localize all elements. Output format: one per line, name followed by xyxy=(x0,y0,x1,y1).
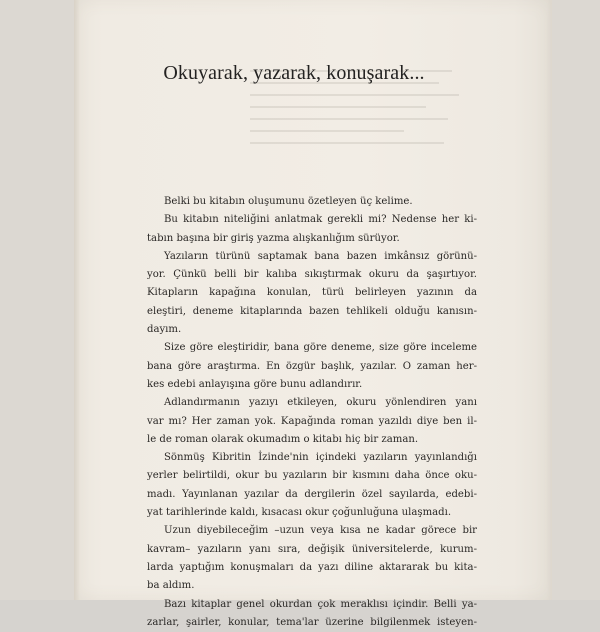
text-line: bana göre araştırma. En özgür başlık, yazılar. O zaman her- xyxy=(147,360,477,372)
text-line: tabın başına bir giriş yazma alışkanlığım sürüyor. xyxy=(147,232,400,244)
text-line: Yazıların türünü saptamak bana bazen imkânsız görünü- xyxy=(164,250,477,262)
text-line: yat tarihlerinde kaldı, kısacası okur çoğunluğuna ulaşmadı. xyxy=(147,507,452,519)
text-line: Bazı kitaplar genel okurdan çok meraklısı içindir. Belli ya- xyxy=(164,598,477,610)
text-line: dayım. xyxy=(147,324,182,336)
text-line: Sönmüş Kibritin İzinde'nin içindeki yazıların yayınlandığı xyxy=(164,452,477,464)
text-line: eleştiri, deneme kitaplarında bazen tehlikeli olduğu kanısın- xyxy=(147,305,477,317)
text-line: larda yaptığım konuşmaları da yazı diline aktararak bu kita- xyxy=(147,561,477,573)
text-line: kavram– yazıların yanı sıra, değişik üniversitelerde, kurum- xyxy=(147,543,477,555)
text-line: Adlandırmanın yazıyı etkileyen, okuru yönlendiren yanı xyxy=(164,397,477,409)
text-line: madı. Yayınlanan yazılar da dergilerin özel sayılarda, edebi- xyxy=(147,488,477,500)
text-line: ba aldım. xyxy=(147,580,195,592)
page-right-edge-shadow xyxy=(547,0,552,600)
text-line: Size göre eleştiridir, bana göre deneme, size göre inceleme xyxy=(164,342,477,354)
text-line: Kitapların kapağına konulan, türü belirleyen yazının da xyxy=(147,287,477,299)
text-line: Uzun diyebileceğim –uzun veya kısa ne kadar görece bir xyxy=(164,525,477,537)
text-line: Belki bu kitabın oluşumunu özetleyen üç kelime. xyxy=(164,196,413,207)
text-line: Bu kitabın niteliğini anlatmak gerekli mi? Nedense her ki- xyxy=(164,214,477,226)
text-line: zarlar, şairler, konular, tema'lar üzerine bilgilenmek isteyen- xyxy=(147,616,477,628)
text-line: le de roman olarak okumadım o kitabı hiç bir zaman. xyxy=(147,433,419,445)
page-left-edge-shadow xyxy=(74,0,80,600)
text-line: kes edebi anlayışına göre bunu adlandırır. xyxy=(147,378,363,390)
chapter-heading: Okuyarak, yazarak, konuşarak... xyxy=(163,62,425,84)
text-line: yor. Çünkü belli bir kalıba sıkıştırmak okuru da şaşırtıyor. xyxy=(147,269,477,281)
body-text xyxy=(147,193,477,632)
text-line: var mı? Her zaman yok. Kapağında roman yazıldı diye ben il- xyxy=(147,415,477,427)
text-line: yerler belirtildi, okur bu yazıların bir kısmını daha önce oku- xyxy=(147,470,477,482)
